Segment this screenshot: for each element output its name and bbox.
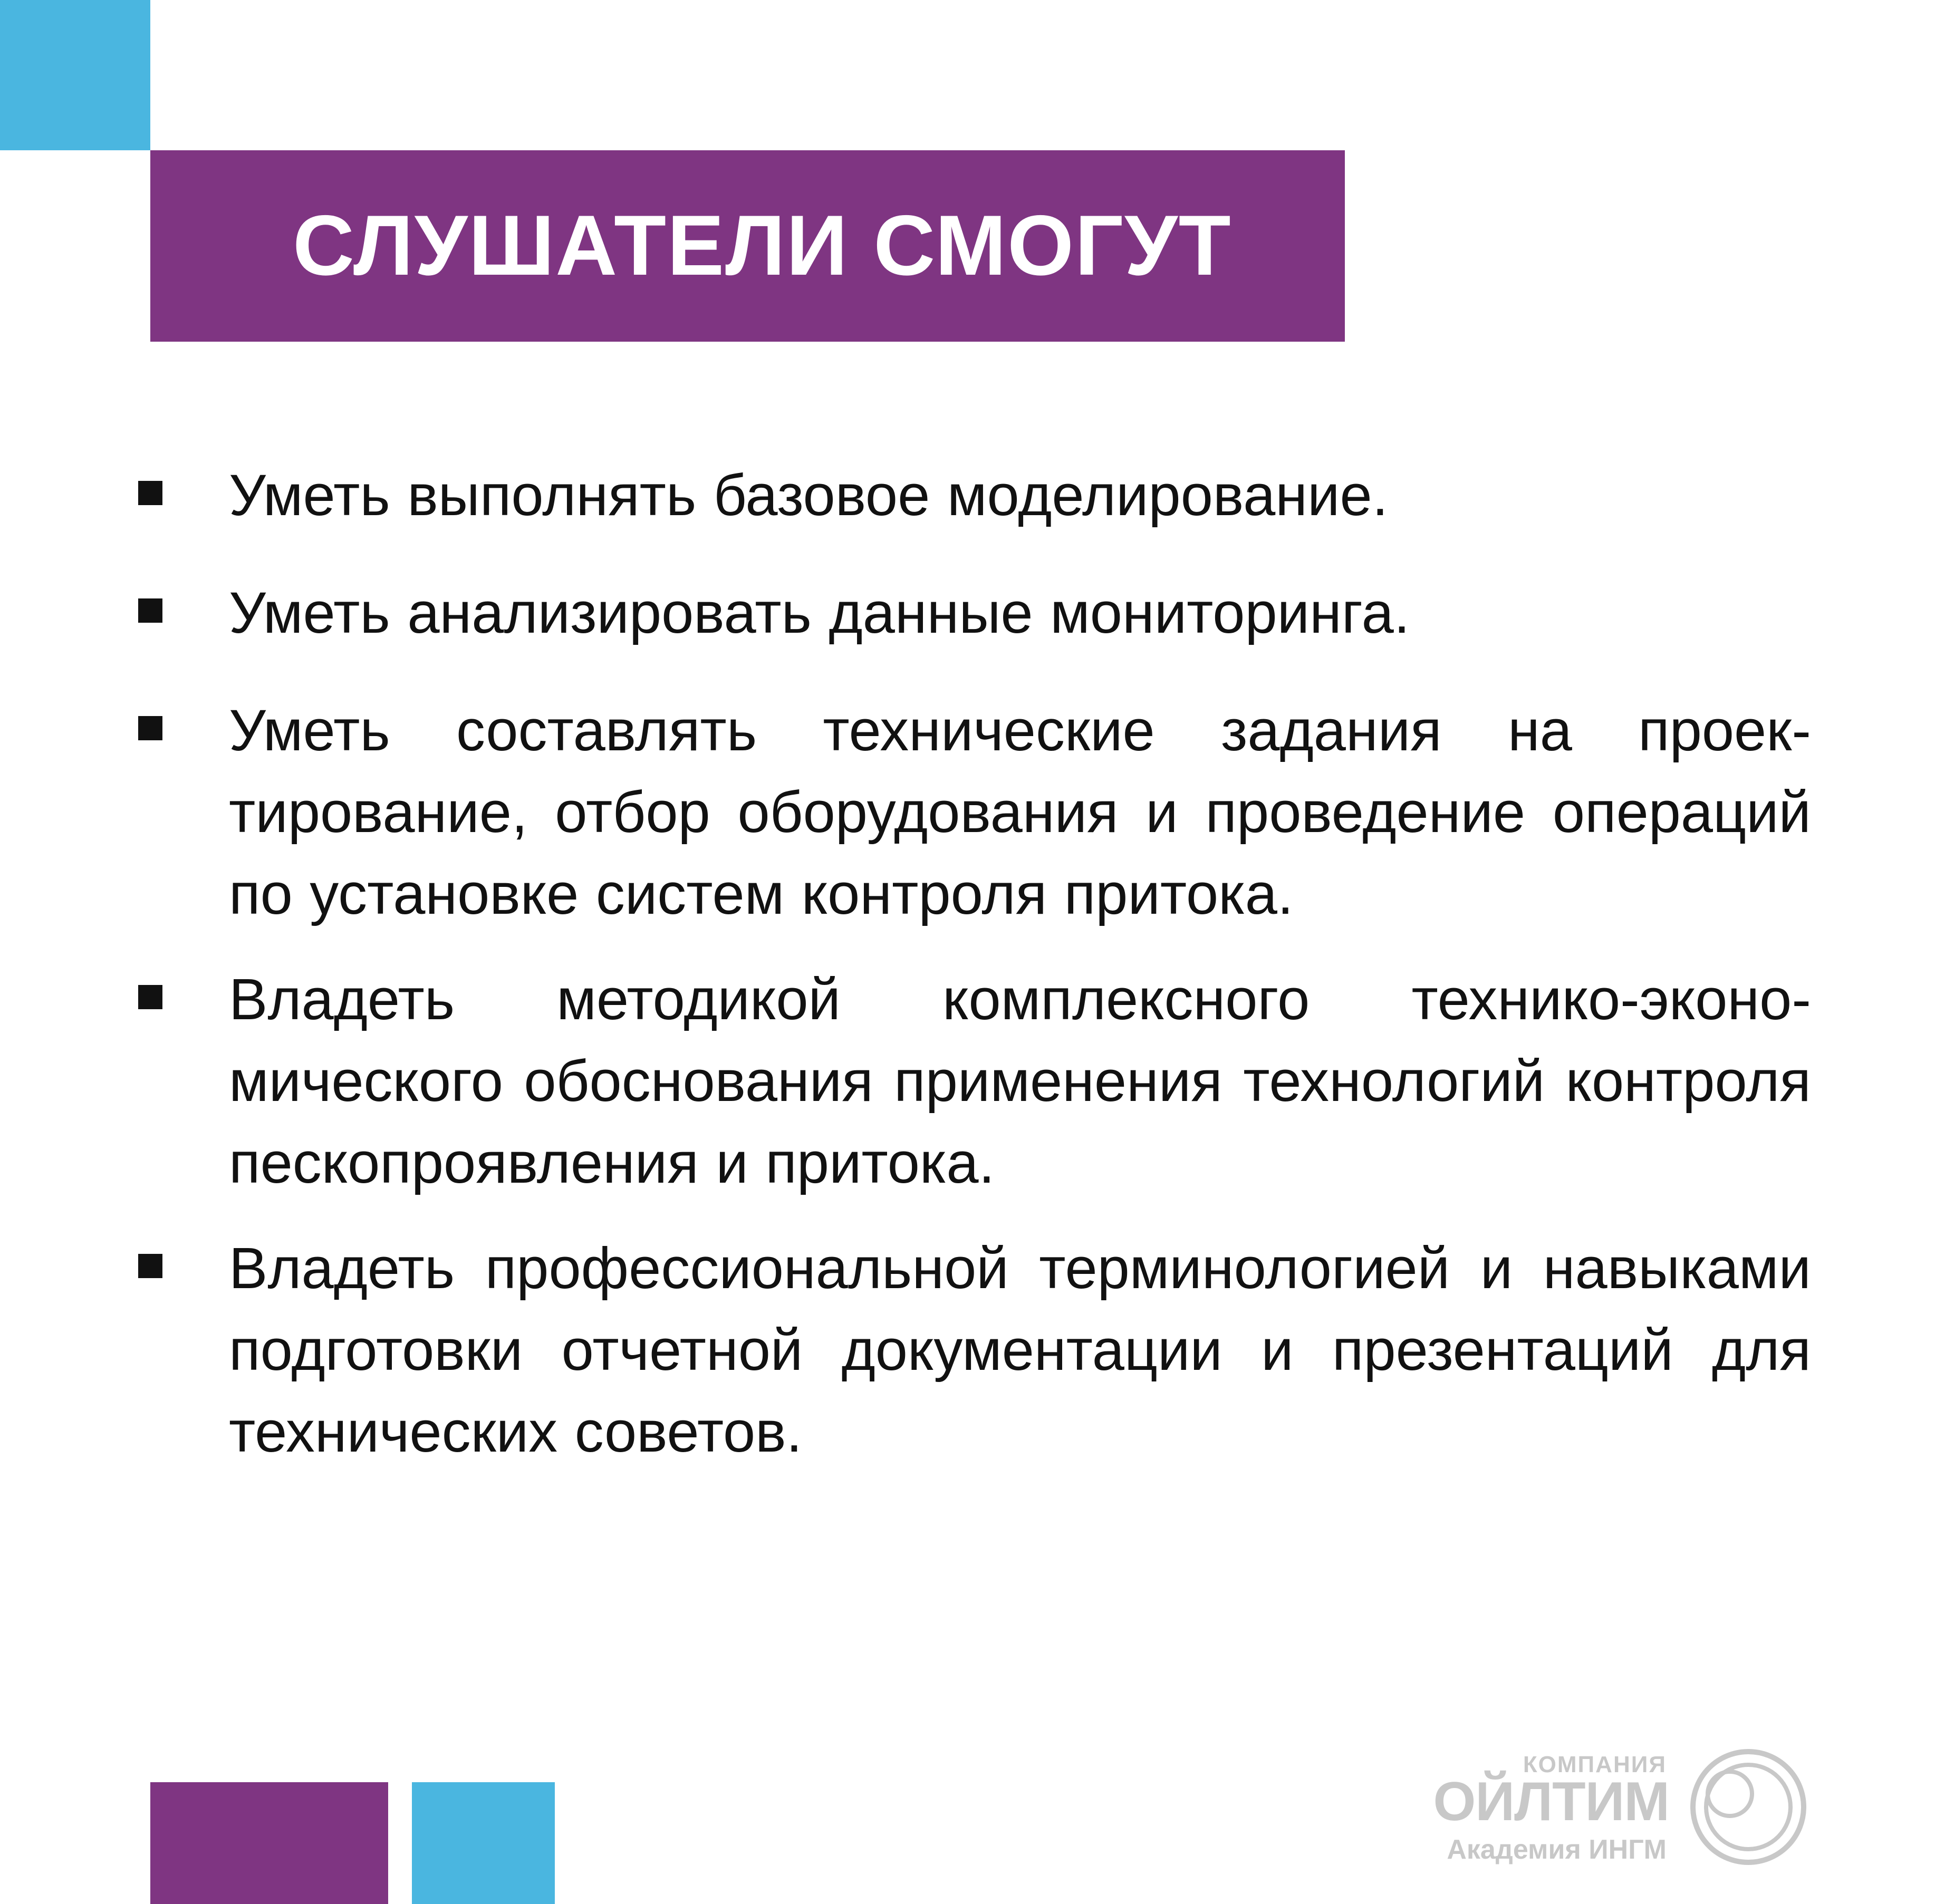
ring-logo-icon (1688, 1746, 1809, 1868)
footer-decor-blue (412, 1782, 555, 1904)
bullet-square-icon (138, 985, 162, 1009)
list-item-text: Уметь анализировать данные мониторинга. (229, 581, 1410, 645)
footer-decor-purple (150, 1782, 388, 1904)
company-logo (1424, 1740, 1820, 1865)
bullet-square-icon (138, 598, 162, 623)
list-item-text: Уметь составлять технические задания на проек-тирование, отбор оборудования и проведение операций по установке систем контроля притока. (229, 698, 1811, 926)
list-item-text: Владеть методикой комплексного технико-эконо-мического обоснования применения технологий контроля пескопроявления и притока. (229, 967, 1811, 1195)
list-item-text: Владеть профессиональной терминологией и навыками подготовки отчетной документации и презентаций для технических советов. (229, 1236, 1811, 1464)
list-item-text: Уметь выполнять базовое моделирование. (229, 463, 1389, 528)
logo-brand-name: ОЙЛТИМ (1433, 1771, 1669, 1832)
bullet-square-icon (138, 481, 162, 505)
page-title: СЛУШАТЕЛИ СМОГУТ (293, 198, 1232, 293)
bullet-square-icon (138, 1254, 162, 1278)
bullet-square-icon (138, 716, 162, 740)
logo-academy-label: Академия ИНГМ (1447, 1834, 1667, 1865)
logo-company-label: КОМПАНИЯ (1523, 1752, 1667, 1777)
